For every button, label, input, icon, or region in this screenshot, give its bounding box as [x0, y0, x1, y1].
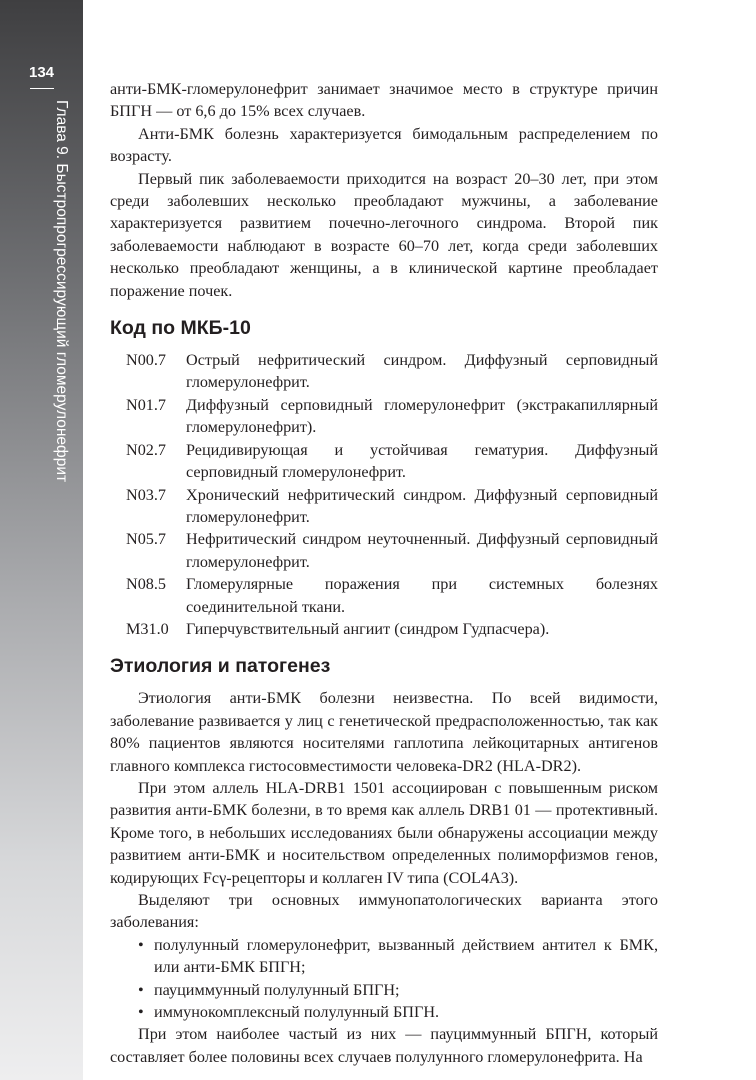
icd-description: Диффузный серповидный гломерулонефрит (экстракапиллярный гломерулонефрит).	[186, 395, 658, 437]
page-number-divider	[30, 88, 54, 89]
list-item-text: иммунокомплексный полулунный БПГН.	[154, 1003, 440, 1022]
icd-code: N08.5	[126, 575, 167, 594]
etiology-heading-text: Этиология и патогенез	[110, 655, 331, 678]
icd-code-row	[126, 439, 658, 484]
etiology-heading	[110, 653, 658, 679]
icd-code: N05.7	[126, 530, 167, 549]
bullet-icon: •	[138, 935, 144, 954]
bullet-icon: •	[138, 980, 144, 999]
etiology-paragraph-2: При этом аллель HLA-DRB1 1501 ассоциирован с повышенным риском развития анти-БМК болезни, в то время как аллель DRB1 01 — протективный. Кроме того, в небольших исследованиях были обнаружены ассоциации между развитием анти-БМК и носительством определенных полиморфизмов генов, кодирующих Fcγ-рецепторы и коллаген IV типа (COL4A3).	[110, 778, 658, 887]
etiology-paragraph-1: Этиология анти-БМК болезни неизвестна. По всей видимости, заболевание развивается у лиц с генетической предрасположенностью, так как 80% пациентов являются носителями гаплотипа лейкоцитарных антигенов главного комплекса гистосовместимости человека-DR2 (HLA-DR2).	[110, 689, 658, 775]
list-item-text: пауциммунный полулунный БПГН;	[154, 980, 400, 999]
variant-list	[110, 934, 658, 1024]
list-item	[110, 979, 658, 1001]
etiology-paragraph-4: При этом наиболее частый из них — пауциммунный БПГН, который составляет более половины всех случаев полулунного гломерулонефрита. На	[110, 1025, 658, 1066]
icd-description: Хронический нефритический синдром. Диффузный серповидный гломерулонефрит.	[186, 485, 658, 526]
list-item	[110, 1001, 658, 1023]
icd-code: N03.7	[126, 485, 167, 504]
intro-paragraph-3: Первый пик заболеваемости приходится на возраст 20–30 лет, при этом среди заболевших несколько преобладают мужчины, а заболевание характеризуется развитием почечно-легочного синдрома. Второй пик заболеваемости наблюдают в возрасте 60–70 лет, когда среди заболевших несколько преобладают женщины, а в клинической картине преобладает поражение почек.	[110, 169, 658, 300]
chapter-title: Глава 9. Быстропрогрессирующий гломерулонефрит	[53, 100, 70, 483]
icd-code: N00.7	[126, 351, 167, 370]
list-item-text: полулунный гломерулонефрит, вызванный действием антител к БМК, или анти-БМК БПГН;	[154, 935, 658, 977]
icd-code-row	[126, 528, 658, 573]
icd-code: N02.7	[126, 440, 167, 459]
intro-paragraph-1: анти-БМК-гломерулонефрит занимает значимое место в структуре причин БПГН — от 6,6 до 15% всех случаев.	[110, 80, 658, 121]
icd-heading	[110, 315, 658, 341]
page-content	[110, 78, 658, 1068]
chapter-sidebar	[0, 0, 83, 1080]
list-item	[110, 934, 658, 979]
intro-paragraph-2: Анти-БМК болезнь характеризуется бимодальным распределением по возрасту.	[110, 124, 658, 166]
icd-description: Гиперчувствительный ангиит (синдром Гудпасчера).	[186, 619, 550, 638]
etiology-paragraph-3: Выделяют три основных иммунопатологических варианта этого заболевания:	[110, 891, 658, 932]
icd-description: Гломерулярные поражения при системных болезнях соединительной ткани.	[186, 575, 658, 616]
icd-code-row	[126, 349, 658, 394]
icd-code: N01.7	[126, 395, 167, 414]
icd-code-list	[126, 349, 658, 640]
icd-code-row	[126, 394, 658, 439]
icd-code-row	[126, 484, 658, 529]
icd-code: M31.0	[126, 619, 169, 638]
icd-description: Нефритический синдром неуточненный. Диффузный серповидный гломерулонефрит.	[186, 530, 658, 571]
icd-description: Острый нефритический синдром. Диффузный серповидный гломерулонефрит.	[186, 351, 658, 392]
icd-heading-text: Код по МКБ-10	[110, 317, 251, 340]
icd-code-row	[126, 618, 658, 640]
icd-code-row	[126, 573, 658, 618]
bullet-icon: •	[138, 1003, 144, 1022]
icd-description: Рецидивирующая и устойчивая гематурия. Диффузный серповидный гломерулонефрит.	[186, 440, 658, 482]
page-number: 134	[28, 64, 55, 81]
